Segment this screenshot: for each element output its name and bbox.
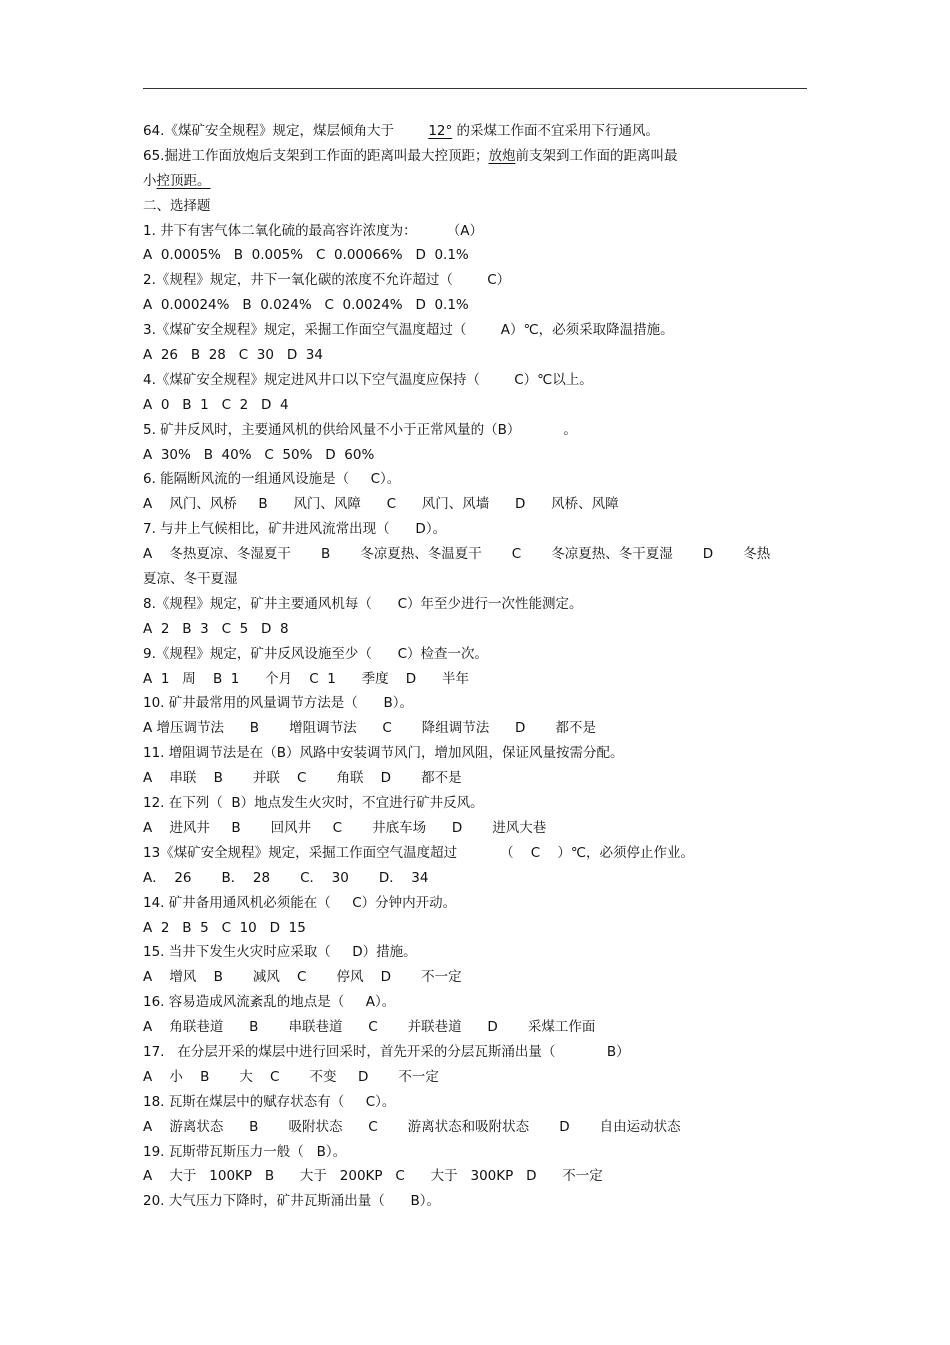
- text-line: A 串联 B 并联 C 角联 D 都不是: [143, 770, 462, 787]
- document-body: [143, 119, 807, 1214]
- text-line: A 0 B 1 C 2 D 4: [143, 396, 289, 413]
- text-line: 18. 瓦斯在煤层中的赋存状态有（ C）。: [143, 1093, 396, 1110]
- text-line: 14. 矿井备用通风机必须能在（ C）分钟内开动。: [143, 894, 457, 911]
- text-line: 9.《规程》规定，矿井反风设施至少（ C）检查一次。: [143, 645, 489, 662]
- text-line: 20. 大气压力下降时，矿井瓦斯涌出量（ B）。: [143, 1193, 441, 1210]
- text-line: 16. 容易造成风流紊乱的地点是（ A）。: [143, 994, 396, 1011]
- text-line: A 2 B 3 C 5 D 8: [143, 620, 289, 637]
- text-line: A 2 B 5 C 10 D 15: [143, 919, 306, 936]
- text-line: A 冬热夏凉、冬湿夏干 B 冬凉夏热、冬温夏干 C 冬凉夏热、冬干夏湿 D 冬热: [143, 546, 771, 563]
- text-line: 6. 能隔断风流的一组通风设施是（ C）。: [143, 471, 401, 488]
- text-line: A． 26 B． 28 C． 30 D． 34: [143, 869, 429, 886]
- text-line: A 进风井 B 回风井 C 井底车场 D 进风大巷: [143, 819, 547, 836]
- text-line: 2.《规程》规定，井下一氧化碳的浓度不允许超过（ C）: [143, 272, 511, 289]
- text-line: 11. 增阻调节法是在（B）风路中安装调节风门，增加风阻，保证风量按需分配。: [143, 745, 624, 762]
- text-line: 15. 当井下发生火灾时应采取（ D）措施。: [143, 944, 417, 961]
- text-line: A 大于 100KP B 大于 200KP C 大于 300KP D 不一定: [143, 1168, 603, 1185]
- text-line: A 26 B 28 C 30 D 34: [143, 347, 323, 364]
- text-line: 13《煤矿安全规程》规定，采掘工作面空气温度超过 （ C ）℃，必须停止作业。: [143, 844, 695, 861]
- header-rule: [143, 88, 807, 89]
- text-line: 4.《煤矿安全规程》规定进风井口以下空气温度应保持（ C）℃以上。: [143, 371, 593, 388]
- text-line: A 风门、风桥 B 风门、风障 C 风门、风墙 D 风桥、风障: [143, 496, 619, 513]
- text-line: 1. 井下有害气体二氧化硫的最高容许浓度为： （A）: [143, 222, 483, 239]
- text-line: A 30% B 40% C 50% D 60%: [143, 446, 375, 463]
- section-heading: 二、选择题: [143, 197, 211, 214]
- text-line: A 小 B 大 C 不变 D 不一定: [143, 1068, 439, 1085]
- answer-underline: 控顶距。: [156, 172, 211, 189]
- answer-underline: 放炮: [488, 147, 516, 164]
- text-line: A 1 周 B 1 个月 C 1 季度 D 半年: [143, 670, 469, 687]
- text-line: 17. 在分层开采的煤层中进行回采时，首先开采的分层瓦斯涌出量（ B）: [143, 1043, 630, 1060]
- text-line: 8.《规程》规定，矿井主要通风机每（ C）年至少进行一次性能测定。: [143, 595, 583, 612]
- question-65-line-1: 65.掘进工作面放炮后支架到工作面的距离叫最大控顶距；放炮前支架到工作面的距离叫最: [143, 147, 678, 164]
- text-line: A 0.00024% B 0.024% C 0.0024% D 0.1%: [143, 297, 469, 314]
- text-line: 3.《煤矿安全规程》规定，采掘工作面空气温度超过（ A）℃，必须采取降温措施。: [143, 322, 674, 339]
- text-line: A 增压调节法 B 增阻调节法 C 降组调节法 D 都不是: [143, 720, 596, 737]
- text-line: A 增风 B 减风 C 停风 D 不一定: [143, 969, 462, 986]
- text-line: A 游离状态 B 吸附状态 C 游离状态和吸附状态 D 自由运动状态: [143, 1118, 681, 1135]
- text-line: 10. 矿井最常用的风量调节方法是（ B）。: [143, 695, 414, 712]
- text-line: 19. 瓦斯带瓦斯压力一般（ B）。: [143, 1143, 347, 1160]
- text-line: 12. 在下列（ B）地点发生火灾时，不宜进行矿井反风。: [143, 795, 484, 812]
- text-line: A 角联巷道 B 串联巷道 C 并联巷道 D 采煤工作面: [143, 1019, 596, 1036]
- answer-blank: 12°: [428, 123, 453, 139]
- question-64: 64.《煤矿安全规程》规定，煤层倾角大于 12° 的采煤工作面不宜采用下行通风。: [143, 123, 660, 139]
- question-65-line-2: 小控顶距。: [143, 172, 211, 189]
- text-line: 7. 与井上气候相比，矿井进风流常出现（ D）。: [143, 521, 447, 538]
- text-line: 夏凉、冬干夏湿: [143, 571, 238, 588]
- text-line: 5. 矿井反风时，主要通风机的供给风量不小于正常风量的（B） 。: [143, 421, 577, 438]
- text-line: A 0.0005% B 0.005% C 0.00066% D 0.1%: [143, 247, 469, 264]
